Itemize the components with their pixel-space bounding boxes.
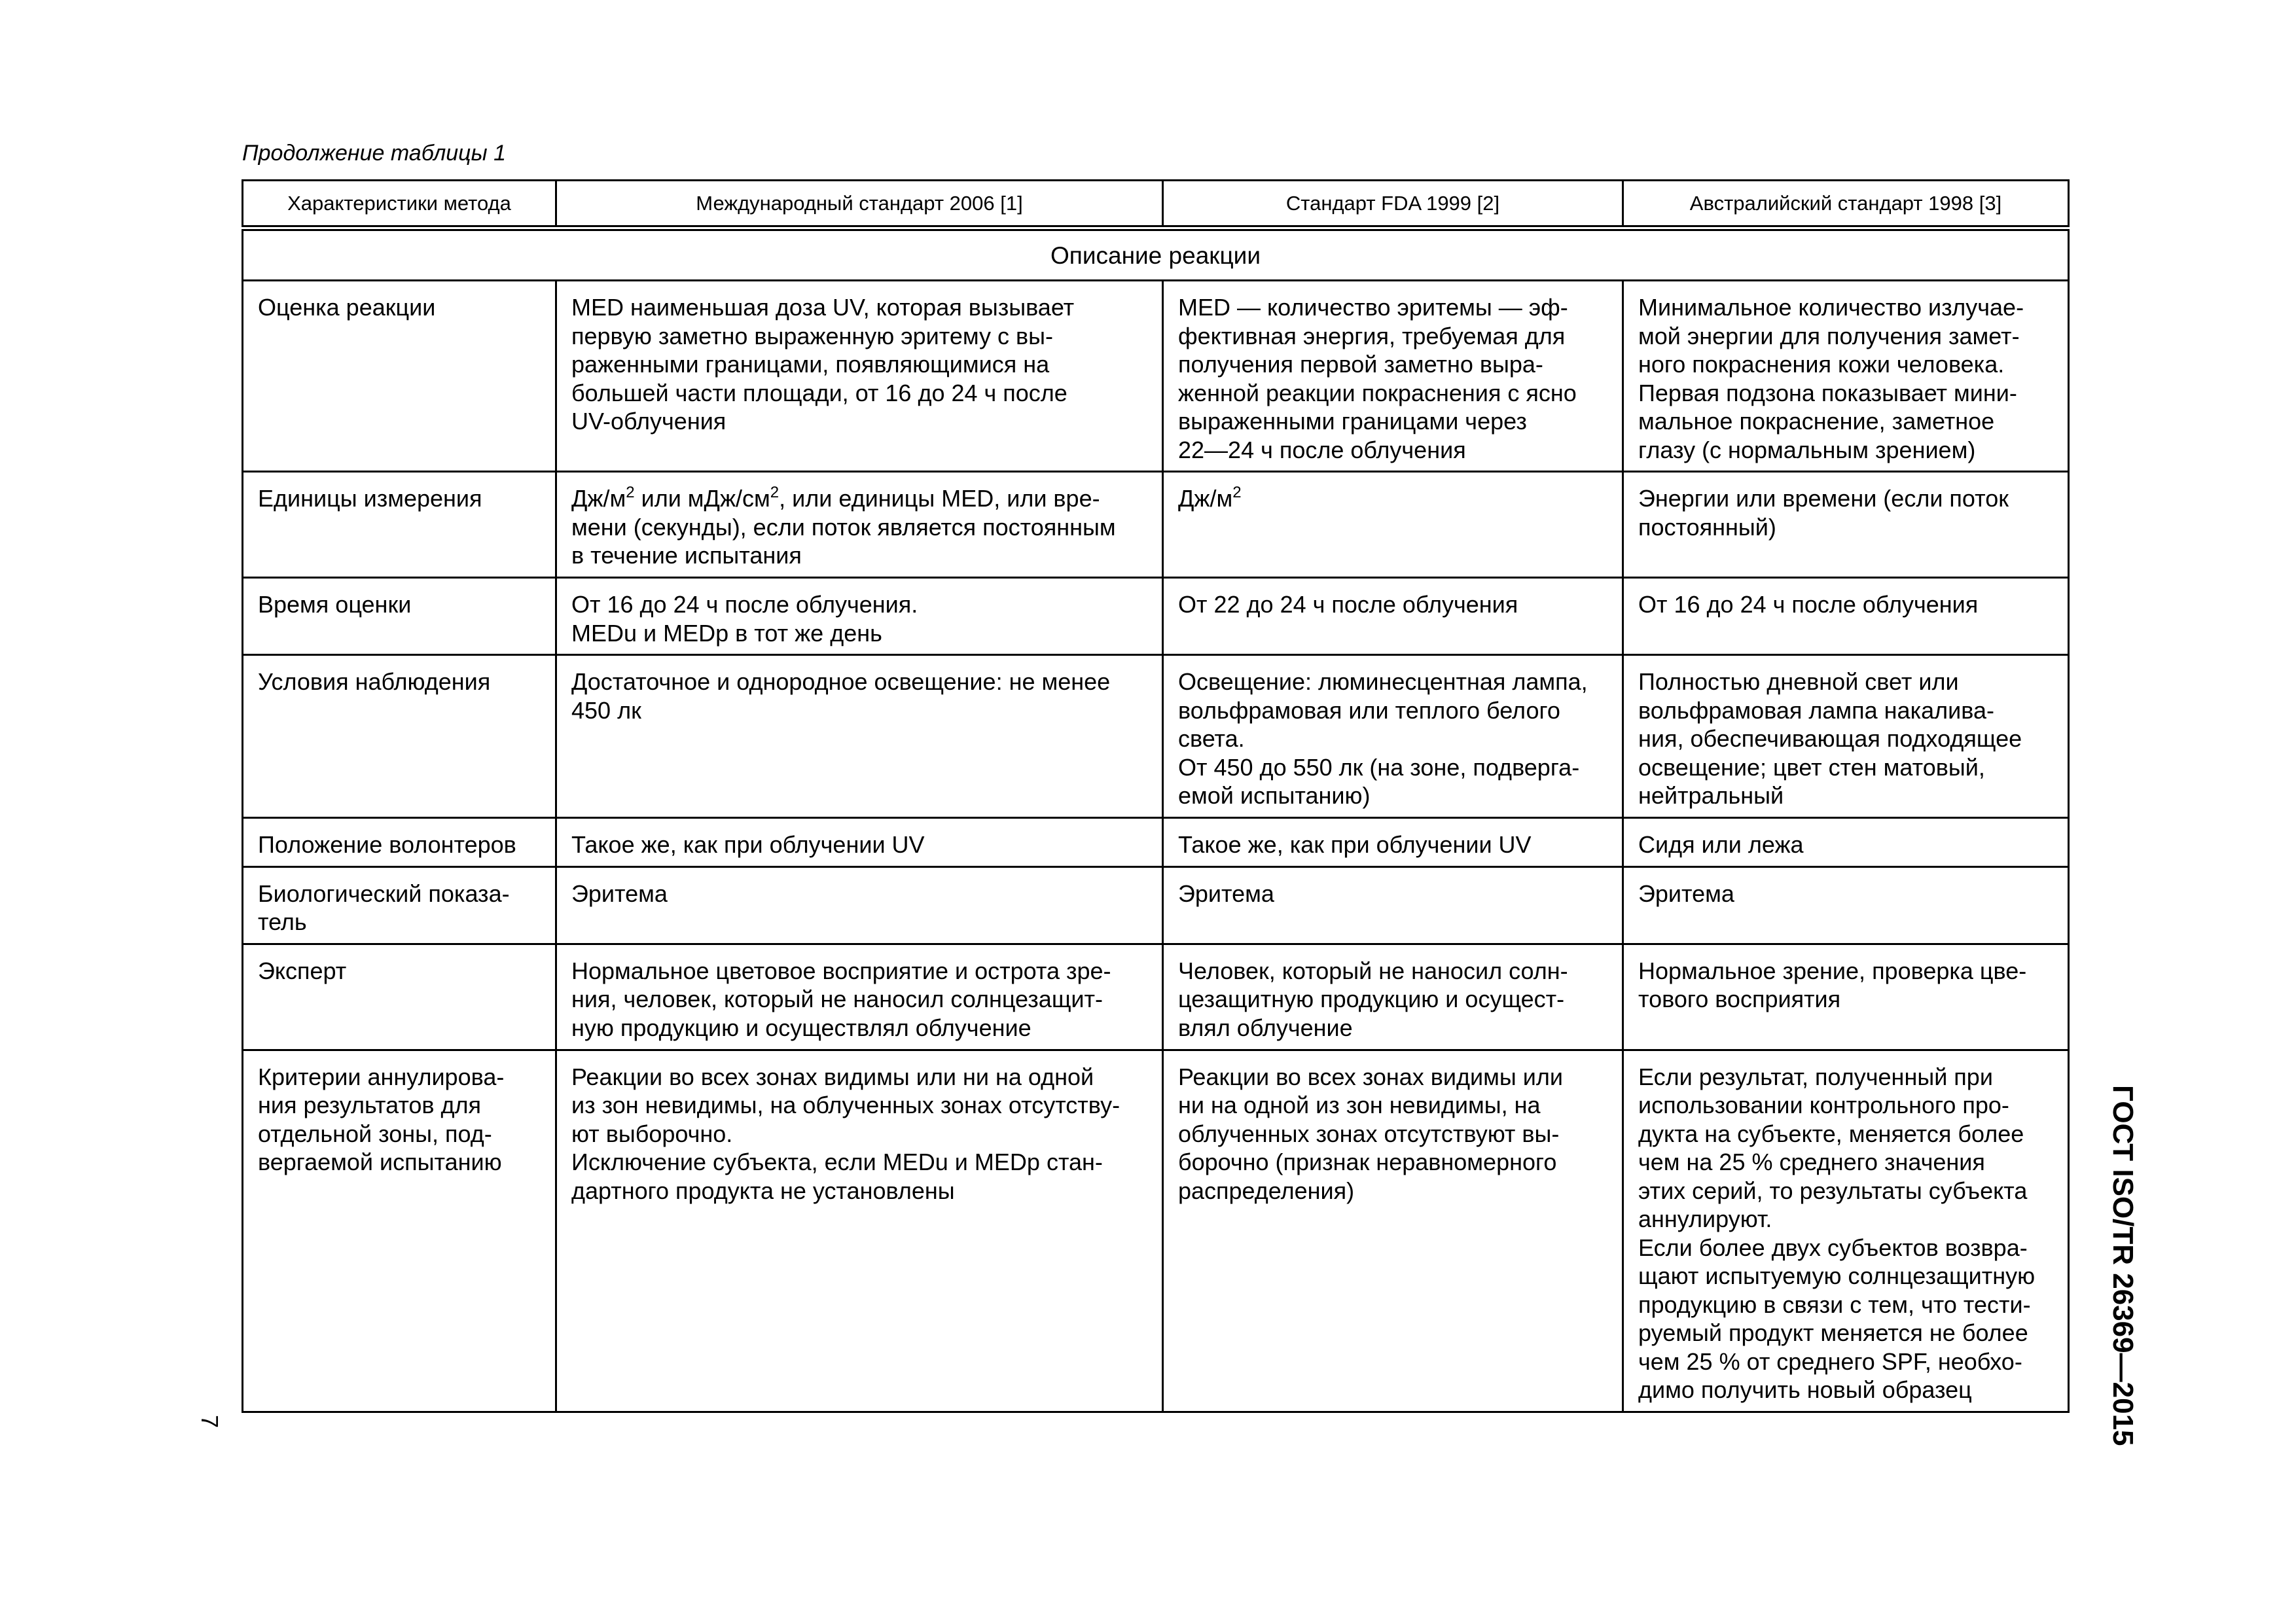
cell-fda: $Дж/м^2$: [1163, 472, 1623, 578]
row-label: Биологический показа- тель: [243, 866, 556, 944]
row-label: Положение волонтеров: [243, 817, 556, 866]
cell-international: Достаточное и однородное освещение: не менее 450 лк: [556, 655, 1163, 818]
row-label: Условия наблюдения: [243, 655, 556, 818]
cell-fda: MED — количество эритемы — эф- фективная энергия, требуемая для получения первой заметно выра- женной реакции покраснения с ясно выраженными границами через 22—24 ч после облучения: [1163, 281, 1623, 472]
cell-australian: Полностью дневной свет или вольфрамовая лампа накалива- ния, обеспечивающая подходящее освещение; цвет стен матовый, нейтральный: [1623, 655, 2069, 818]
row-label: Критерии аннулирова- ния результатов для отдельной зоны, под- вергаемой испытанию: [243, 1050, 556, 1412]
cell-fda: Такое же, как при облучении UV: [1163, 817, 1623, 866]
cell-australian: Энергии или времени (если поток постоянный): [1623, 472, 2069, 578]
cell-international: MED наименьшая доза UV, которая вызывает первую заметно выраженную эритему с вы- раженными границами, появляющимися на большей части площади, от 16 до 24 ч после UV-облучения: [556, 281, 1163, 472]
table-row: [243, 1050, 2069, 1412]
table-row: [243, 578, 2069, 655]
row-label: Оценка реакции: [243, 281, 556, 472]
cell-fda: От 22 до 24 ч после облучения: [1163, 578, 1623, 655]
page-number: 7: [196, 1414, 223, 1429]
cell-international: Такое же, как при облучении UV: [556, 817, 1163, 866]
cell-australian: Эритема: [1623, 866, 2069, 944]
table-row: [243, 866, 2069, 944]
header-fda-standard: Стандарт FDA 1999 [2]: [1163, 181, 1623, 228]
cell-fda: Человек, который не наносил солн- цезащитную продукцию и осущест- влял облучение: [1163, 944, 1623, 1050]
table-header-row: [243, 181, 2069, 228]
cell-international: От 16 до 24 ч после облучения. MEDu и MEDp в тот же день: [556, 578, 1163, 655]
header-method-characteristics: Характеристики метода: [243, 181, 556, 228]
table-row: [243, 281, 2069, 472]
table-row: [243, 944, 2069, 1050]
table-row: [243, 655, 2069, 818]
document-designation: ГОСТ ISO/TR 26369—2015: [2107, 1085, 2139, 1446]
cell-fda: Освещение: люминесцентная лампа, вольфрамовая или теплого белого света. От 450 до 550 лк (на зоне, подверга- емой испытанию): [1163, 655, 1623, 818]
cell-australian: Сидя или лежа: [1623, 817, 2069, 866]
section-title: Описание реакции: [243, 228, 2069, 281]
header-australian-standard: Австралийский стандарт 1998 [3]: [1623, 181, 2069, 228]
cell-international: Нормальное цветовое восприятие и острота зре- ния, человек, который не наносил солнцезащит- ную продукцию и осуществлял облучение: [556, 944, 1163, 1050]
cell-international: $Дж/м^2$ или мДж/$см^2$, или единицы MED, или вре- мени (секунды), если поток является постоянным в течение испытания: [556, 472, 1163, 578]
section-row: [243, 228, 2069, 281]
cell-fda: Реакции во всех зонах видимы или ни на одной из зон невидимы, на облученных зонах отсутствуют вы- борочно (признак неравномерного распределения): [1163, 1050, 1623, 1412]
cell-australian: Минимальное количество излучае- мой энергии для получения замет- ного покраснения кожи человека. Первая подзона показывает мини- мальное покраснение, заметное глазу (с нормальным зрением): [1623, 281, 2069, 472]
cell-australian: Нормальное зрение, проверка цве- тового восприятия: [1623, 944, 2069, 1050]
cell-fda: Эритема: [1163, 866, 1623, 944]
cell-australian: Если результат, полученный при использовании контрольного про- дукта на субъекте, меняется более чем на 25 % среднего значения этих серий, то результаты субъекта аннулируют. Если более двух субъектов возвра- щают испытуемую солнцезащитную продукцию в связи с тем, что тести- руемый продукт меняется не более чем 25 % от среднего SPF, необхо- димо получить новый образец: [1623, 1050, 2069, 1412]
table-caption: Продолжение таблицы 1: [242, 141, 506, 166]
table-row: [243, 472, 2069, 578]
row-label: Время оценки: [243, 578, 556, 655]
header-international-standard: Международный стандарт 2006 [1]: [556, 181, 1163, 228]
comparison-table: [242, 179, 2070, 1413]
table-row: [243, 817, 2069, 866]
row-label: Единицы измерения: [243, 472, 556, 578]
cell-international: Эритема: [556, 866, 1163, 944]
cell-international: Реакции во всех зонах видимы или ни на одной из зон невидимы, на облученных зонах отсутству- ют выборочно. Исключение субъекта, если MEDu и MEDp стан- дартного продукта не установлены: [556, 1050, 1163, 1412]
cell-australian: От 16 до 24 ч после облучения: [1623, 578, 2069, 655]
row-label: Эксперт: [243, 944, 556, 1050]
